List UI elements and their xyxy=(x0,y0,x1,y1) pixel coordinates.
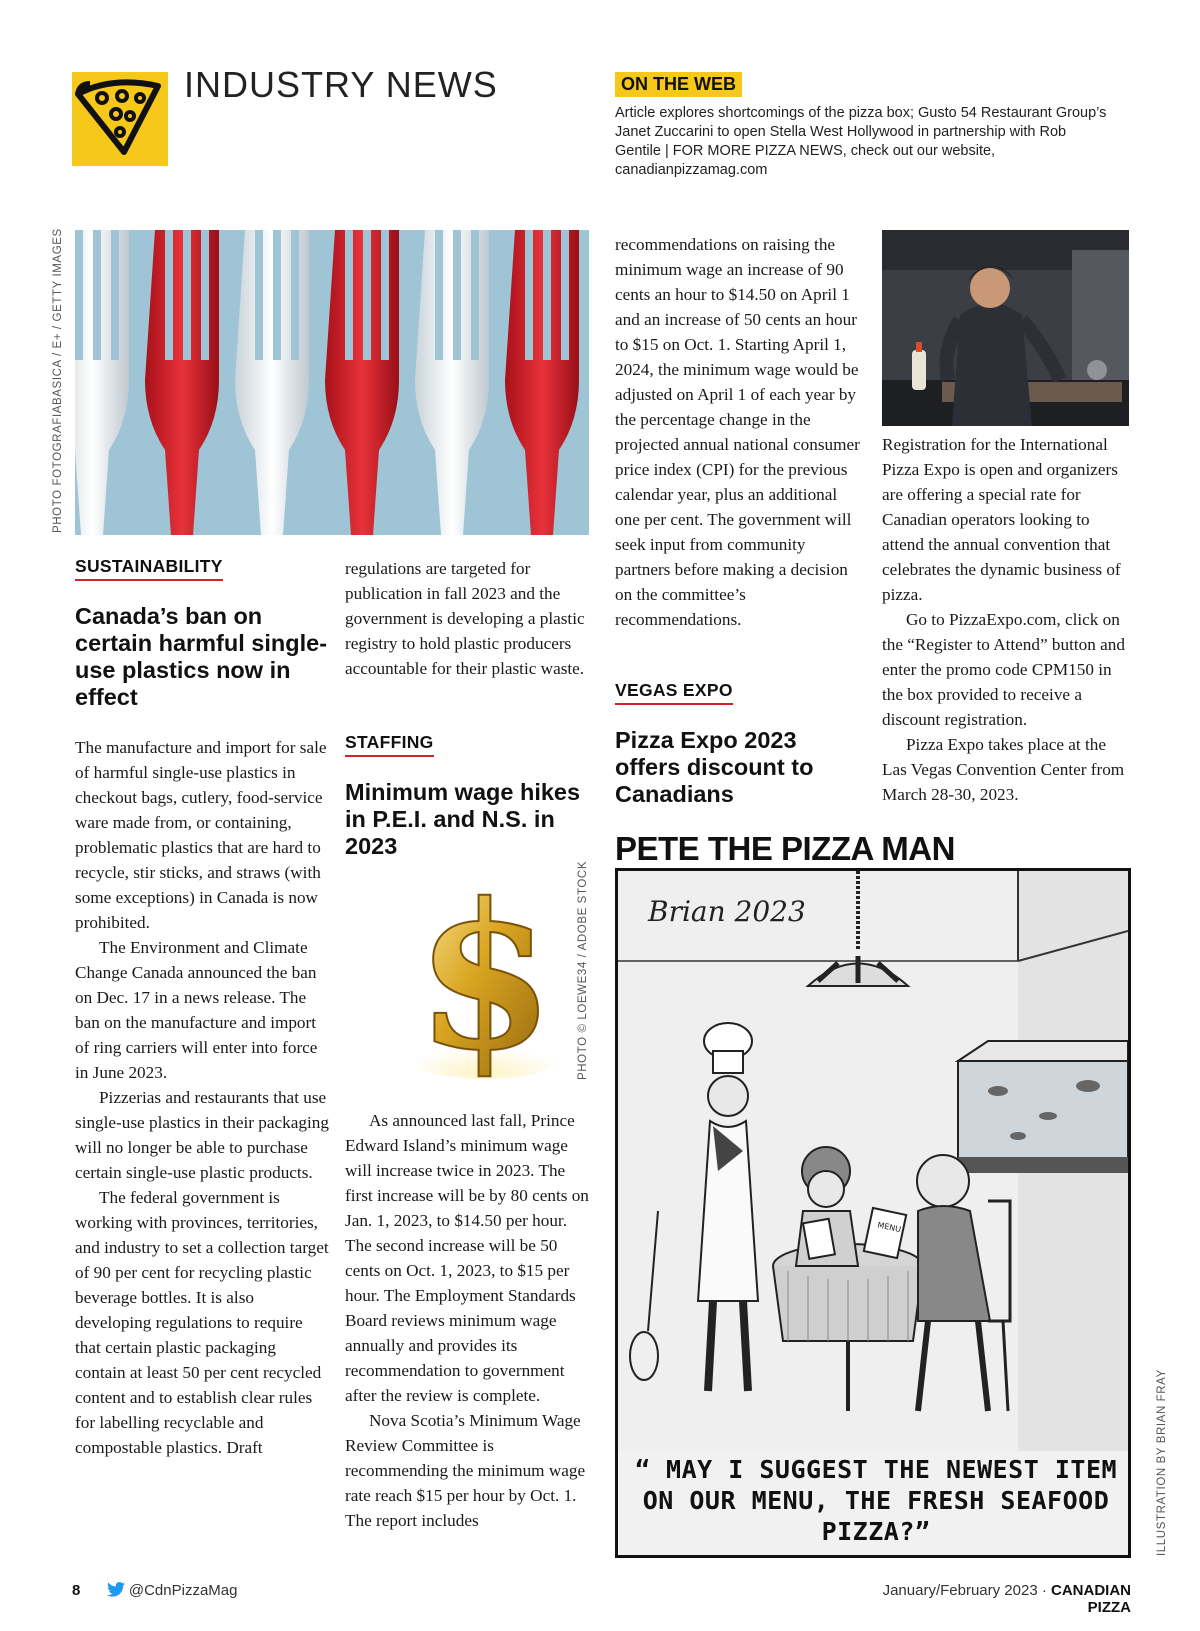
paragraph: Go to PizzaExpo.com, click on the “Register to Attend” button and enter the promo code CPM150 in the box provided to receive a discount registration. xyxy=(882,610,1125,729)
staffing-body xyxy=(345,1108,590,1533)
staffing-article xyxy=(345,732,590,860)
dollar-photo-credit: PHOTO © LOEWE34 / ADOBE STOCK xyxy=(577,860,589,1080)
paragraph: recommendations on raising the minimum wage an increase of 90 cents an hour to $14.50 on April 1 and an increase of 50 cents an hour to $15 on Oct. 1. Starting April 1, 2024, the minimum wage would be adjusted on April 1 of each year by the percentage change in the projected annual national consumer price index (CPI) for the previous calendar year, plus an additional one per cent. The government will seek input from community partners before making a decision on the committee’s recommendations. xyxy=(615,235,860,629)
paragraph: Pizzerias and restaurants that use single-use plastics in their packaging will no longer be able to purchase certain single-use plastic products. xyxy=(75,1088,329,1182)
paragraph: Pizza Expo takes place at the Las Vegas Convention Center from March 28-30, 2023. xyxy=(882,735,1125,804)
footer-right xyxy=(840,1582,1131,1616)
issue-date: January/February 2023 · xyxy=(882,1582,1051,1599)
pizza-slice-icon xyxy=(72,72,168,166)
staffing-kicker: STAFFING xyxy=(345,732,434,757)
cartoon-credit: ILLUSTRATION BY BRIAN FRAY xyxy=(1156,1369,1168,1556)
twitter-handle: @CdnPizzaMag xyxy=(128,1582,238,1599)
menu-label: MENU xyxy=(876,1220,902,1235)
paragraph: The federal government is working with provinces, territories, and industry to set a collection target of 90 per cent for recycling plastic beverage bottles. It is also developing regulations to require that certain plastic packaging contain at least 50 per cent recycled content and to establish clear rules for labelling recyclable and compostable plastics. Draft xyxy=(75,1188,329,1457)
paragraph: As announced last fall, Prince Edward Island’s minimum wage will increase twice in 2023. The first increase will be by 80 cents on Jan. 1, 2023, to $14.50 per hour. The second increase will be 50 cents on Oct. 1, 2023, to $15 per hour. The Employment Standards Board reviews minimum wage annually and provides its recommendation to government after the review is complete. xyxy=(345,1111,589,1405)
chef-photo xyxy=(882,230,1129,426)
paragraph: Nova Scotia’s Minimum Wage Review Committee is recommending the minimum wage rate reach $15 per hour by Oct. 1. The report includes xyxy=(345,1411,586,1530)
dollar-sign-image xyxy=(400,875,570,1085)
paragraph: Registration for the International Pizza Expo is open and organizers are offering a special rate for Canadian operators looking to attend the annual convention that celebrates the dynamic business of pizza. xyxy=(882,435,1121,604)
forks-photo xyxy=(75,230,589,535)
magazine-name: CANADIAN PIZZA xyxy=(1051,1582,1131,1616)
staffing-headline: Minimum wage hikes in P.E.I. and N.S. in 2023 xyxy=(345,779,581,859)
paragraph: The Environment and Climate Change Canada announced the ban on Dec. 17 in a news release. The ban on the manufacture and import of ring carriers will enter into force in June 2023. xyxy=(75,938,318,1082)
forks-photo-credit: PHOTO FOTOGRAFIABASICA / E+ / GETTY IMAGES xyxy=(52,228,64,533)
sustainability-article xyxy=(75,556,330,1460)
paragraph: The manufacture and import for sale of harmful single-use plastics in checkout bags, cutlery, food-service ware made from, or containing, problematic plastics that are hard to recycle, stir sticks, and straws (with some exceptions) in Canada is now prohibited. xyxy=(75,738,327,932)
artist-signature: Brian 2023 xyxy=(648,895,806,928)
twitter-bird-icon xyxy=(107,1582,125,1597)
svg-text:$: $ xyxy=(415,875,555,1085)
sustainability-body xyxy=(75,735,330,1460)
staffing-continued xyxy=(615,232,865,632)
vegas-body xyxy=(882,432,1132,807)
page-number: 8 xyxy=(72,1582,81,1599)
on-the-web-text: Article explores shortcomings of the pizza box; Gusto 54 Restaurant Group’s Janet Zuccarini to open Stella West Hollywood in partnership with Rob Gentile | FOR MORE PIZZA NEWS, check out our website, canadianpizzamag.com xyxy=(615,105,1107,178)
cartoon-panel xyxy=(615,868,1131,1558)
cartoon-caption: “ MAY I SUGGEST THE NEWEST ITEM ON OUR MENU, THE FRESH SEAFOOD PIZZA?” xyxy=(634,1455,1118,1546)
cartoon-title: PETE THE PIZZA MAN xyxy=(615,830,955,867)
vegas-headline: Pizza Expo 2023 offers discount to Canadians xyxy=(615,727,814,807)
sustainability-continued xyxy=(345,556,590,681)
sustainability-kicker: SUSTAINABILITY xyxy=(75,556,223,581)
section-logo xyxy=(72,72,168,166)
paragraph: regulations are targeted for publication in fall 2023 and the government is developing a plastic registry to hold plastic producers accountable for their plastic waste. xyxy=(345,559,585,678)
vegas-kicker: VEGAS EXPO xyxy=(615,680,733,705)
section-title: INDUSTRY NEWS xyxy=(184,64,498,105)
on-the-web-label: ON THE WEB xyxy=(615,72,742,97)
footer-left xyxy=(72,1582,237,1599)
vegas-article xyxy=(615,680,865,808)
sustainability-headline: Canada’s ban on certain harmful single-use plastics now in effect xyxy=(75,603,328,710)
